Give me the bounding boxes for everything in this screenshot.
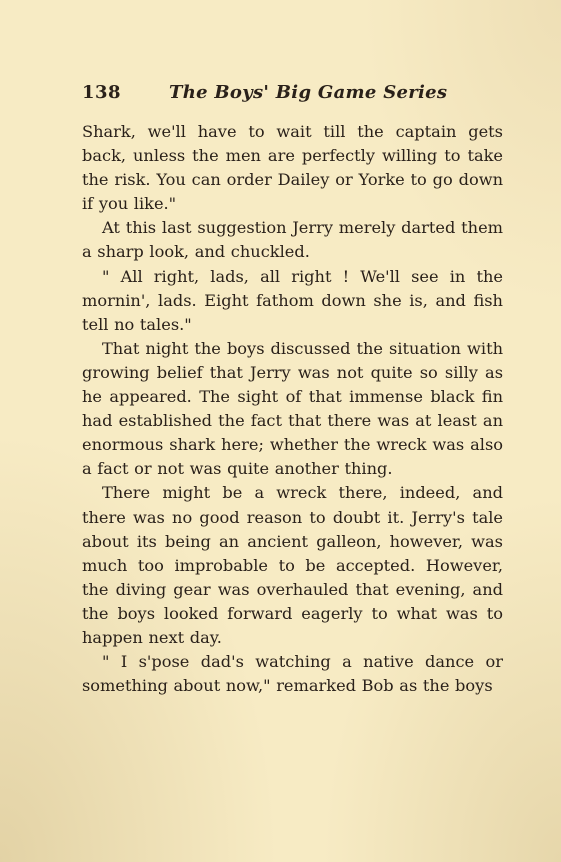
running-title: The Boys' Big Game Series xyxy=(169,82,448,103)
paragraph: " I s'pose dad's watching a native dance or something about now," remarked Bob as the boys xyxy=(82,652,503,696)
body-text xyxy=(82,120,503,698)
paragraph: There might be a wreck there, indeed, and there was no good reason to doubt it. Jerry's tale about its being an ancient galleon, however, was much too improbable to be accepted. However, the diving gear was overhauled that evening, and the boys looked forward eagerly to what was to happen next day. xyxy=(82,483,503,647)
paragraph: Shark, we'll have to wait till the captain gets back, unless the men are perfectly willing to take the risk. You can order Dailey or Yorke to go down if you like." xyxy=(82,122,503,214)
paragraph: That night the boys discussed the situation with growing belief that Jerry was not quite so silly as he appeared. The sight of that immense black fin had established the fact that there was at least an enormous shark here; whether the wreck was also a fact or not was quite another thing. xyxy=(82,338,503,479)
paragraph: At this last suggestion Jerry merely darted them a sharp look, and chuckled. xyxy=(82,218,503,262)
paragraph: " All right, lads, all right ! We'll see in the mornin', lads. Eight fathom down she is, and fish tell no tales." xyxy=(82,266,503,334)
page-number: 138 xyxy=(82,82,122,103)
page-header xyxy=(82,82,502,108)
